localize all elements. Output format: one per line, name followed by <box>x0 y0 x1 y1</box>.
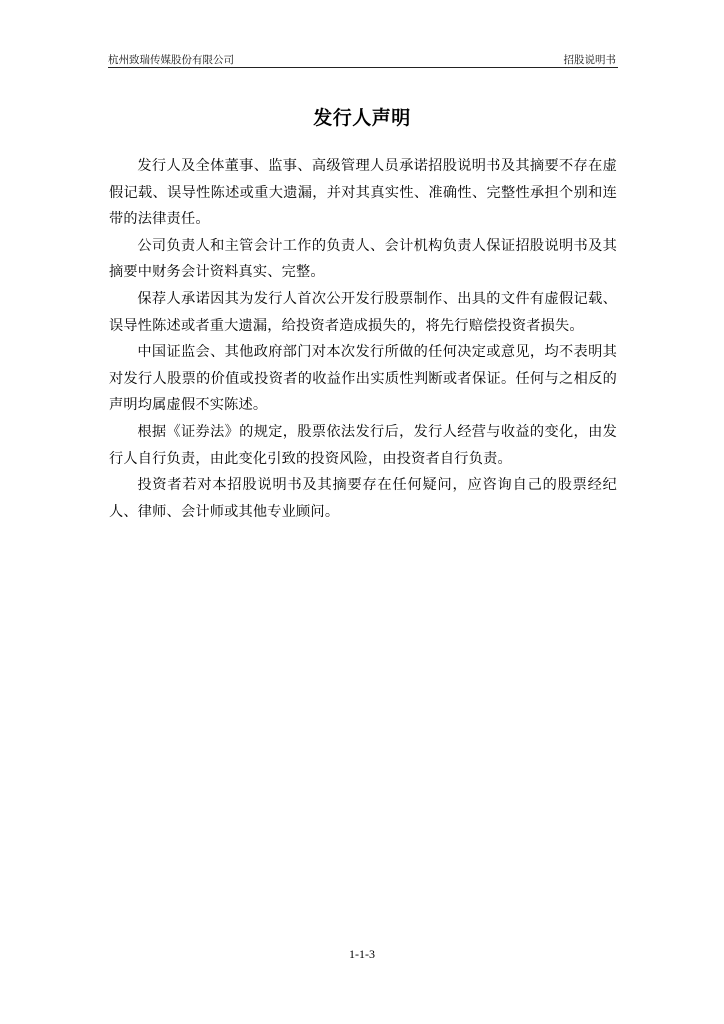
paragraph: 公司负责人和主管会计工作的负责人、会计机构负责人保证招股说明书及其摘要中财务会计资料真实、完整。 <box>109 237 617 281</box>
header-divider <box>108 67 618 68</box>
paragraph: 发行人及全体董事、监事、高级管理人员承诺招股说明书及其摘要不存在虚假记载、误导性陈述或重大遗漏，并对其真实性、准确性、完整性承担个别和连带的法律责任。 <box>109 158 617 228</box>
paragraph: 保荐人承诺因其为发行人首次公开发行股票制作、出具的文件有虚假记载、误导性陈述或者重大遗漏，给投资者造成损失的，将先行赔偿投资者损失。 <box>109 290 617 334</box>
page-number: 1-1-3 <box>349 947 375 961</box>
paragraph: 根据《证券法》的规定，股票依法发行后，发行人经营与收益的变化，由发行人自行负责，由此变化引致的投资风险，由投资者自行负责。 <box>109 423 617 467</box>
paragraph: 投资者若对本招股说明书及其摘要存在任何疑问，应咨询自己的股票经纪人、律师、会计师或其他专业顾问。 <box>109 477 617 520</box>
paragraph: 中国证监会、其他政府部门对本次发行所做的任何决定或意见，均不表明其对发行人股票的价值或投资者的收益作出实质性判断或者保证。任何与之相反的声明均属虚假不实陈述。 <box>109 344 617 414</box>
header-document-type: 招股说明书 <box>563 54 616 66</box>
header-company-name: 杭州致瑞传媒股份有限公司 <box>108 54 234 66</box>
statement-body <box>109 153 617 525</box>
page-title: 发行人声明 <box>313 107 411 129</box>
page-header <box>108 50 618 68</box>
